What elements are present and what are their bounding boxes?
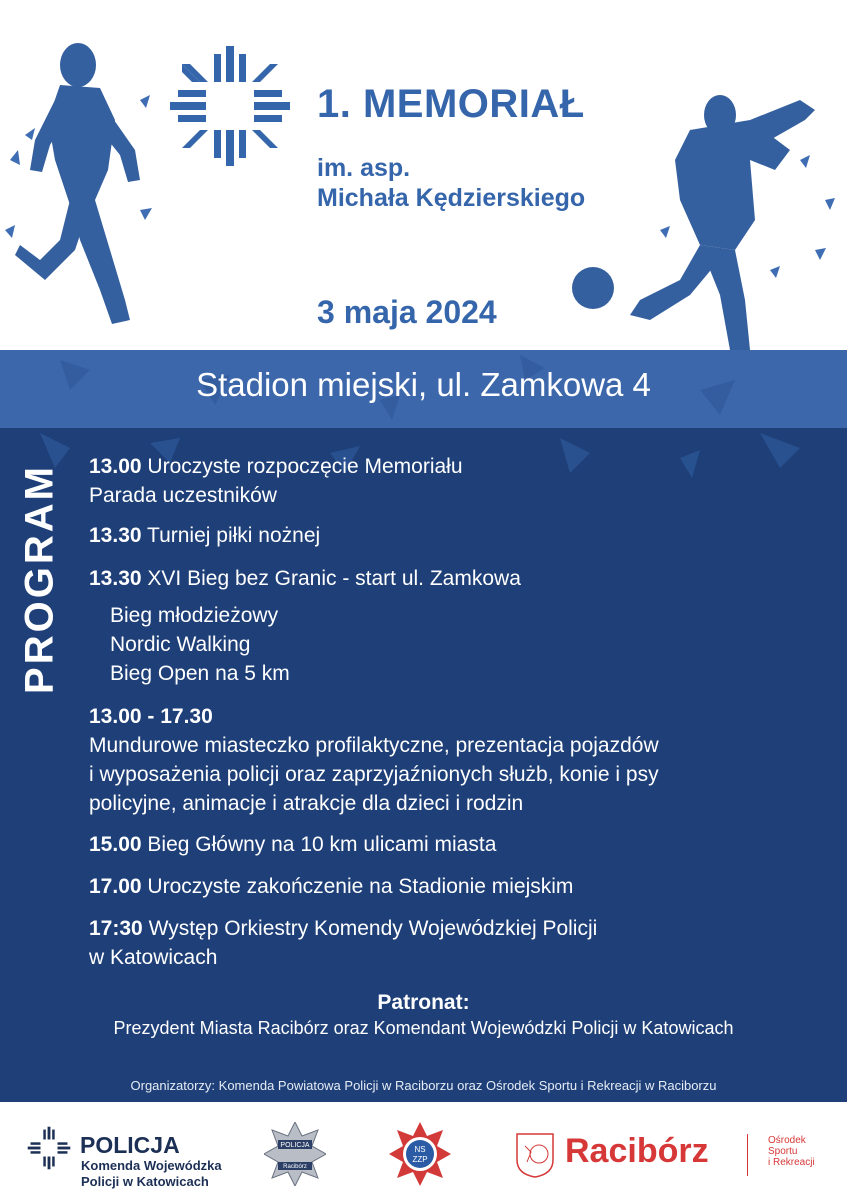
- program-text: Uroczyste zakończenie na Stadionie miejskim: [147, 875, 574, 898]
- policja-name: POLICJA: [80, 1132, 180, 1158]
- program-subitem: Bieg młodzieżowy: [110, 604, 279, 627]
- runner-silhouette: [0, 40, 170, 340]
- program-subitem: Nordic Walking: [110, 633, 251, 656]
- program-item-3-sub: [89, 601, 290, 688]
- policja-sub1: Komenda Wojewódzka: [81, 1158, 222, 1173]
- program-time: 17:30: [89, 917, 143, 940]
- program-item-1: [89, 452, 463, 510]
- svg-text:Racibórz: Racibórz: [283, 1164, 307, 1170]
- divider: [747, 1134, 748, 1176]
- poster-header: [0, 0, 847, 350]
- policja-sub2: Policji w Katowicach: [81, 1174, 209, 1189]
- raciborz-crest-icon: [515, 1132, 555, 1178]
- osir-label: Ośrodek Sportu i Rekreacji: [768, 1135, 815, 1168]
- program-item-2: [89, 521, 320, 550]
- program-item-3: [89, 564, 521, 593]
- svg-text:POLICJA: POLICJA: [280, 1142, 310, 1149]
- program-time: 15.00: [89, 833, 142, 856]
- program-time: 13.00: [89, 455, 142, 478]
- program-extra: w Katowicach: [89, 946, 218, 969]
- program-text: Mundurowe miasteczko profilaktyczne, prezentacja pojazdów: [89, 734, 659, 757]
- nszzp-badge-icon: [389, 1122, 451, 1186]
- program-text: Turniej piłki nożnej: [147, 524, 321, 547]
- patronage-text: Prezydent Miasta Racibórz oraz Komendant Wojewódzki Policji w Katowicach: [113, 1018, 734, 1038]
- footballer-silhouette: [560, 80, 847, 350]
- event-subtitle-2: Michała Kędzierskiego: [317, 184, 586, 212]
- program-item-5: [89, 830, 496, 859]
- program-text: Bieg Główny na 10 km ulicami miasta: [147, 833, 497, 856]
- program-text: Występ Orkiestry Komendy Wojewódzkiej Policji: [148, 917, 598, 940]
- police-star-icon: [168, 44, 292, 168]
- event-date: 3 maja 2024: [317, 294, 497, 330]
- program-item-6: [89, 872, 573, 901]
- program-extra: Parada uczestników: [89, 484, 277, 507]
- svg-text:ZZP: ZZP: [412, 1155, 428, 1164]
- policja-star-icon: [27, 1126, 71, 1170]
- program-time: 17.00: [89, 875, 142, 898]
- event-title: 1. MEMORIAŁ: [317, 82, 585, 126]
- program-item-4: [89, 702, 659, 818]
- patronage-title: Patronat:: [377, 991, 470, 1014]
- program-time: 13.00 - 17.30: [89, 705, 213, 728]
- sponsor-footer: [0, 1102, 847, 1200]
- raciborz-name: Racibórz: [565, 1132, 709, 1170]
- football-icon: [572, 267, 614, 309]
- program-subitem: Bieg Open na 5 km: [110, 662, 290, 685]
- program-time: 13.30: [89, 524, 142, 547]
- program-text: policyjne, animacje i atrakcje dla dzieci i rodzin: [89, 792, 524, 815]
- program-text: XVI Bieg bez Granic - start ul. Zamkowa: [147, 567, 521, 590]
- police-badge-icon: [264, 1122, 326, 1186]
- svg-text:NS: NS: [414, 1145, 426, 1154]
- venue-address: Stadion miejski, ul. Zamkowa 4: [196, 366, 651, 403]
- program-label: PROGRAM: [17, 464, 62, 694]
- event-subtitle-1: im. asp.: [317, 154, 411, 182]
- venue-band: [0, 350, 847, 428]
- organizers-text: Organizatorzy: Komenda Powiatowa Policji w Raciborzu oraz Ośrodek Sportu i Rekreacji w Raciborzu: [130, 1078, 717, 1093]
- program-text: i wyposażenia policji oraz zaprzyjaźnionych służb, konie i psy: [89, 763, 659, 786]
- program-text: Uroczyste rozpoczęcie Memoriału: [147, 455, 463, 478]
- program-time: 13.30: [89, 567, 142, 590]
- program-item-7: [89, 914, 597, 972]
